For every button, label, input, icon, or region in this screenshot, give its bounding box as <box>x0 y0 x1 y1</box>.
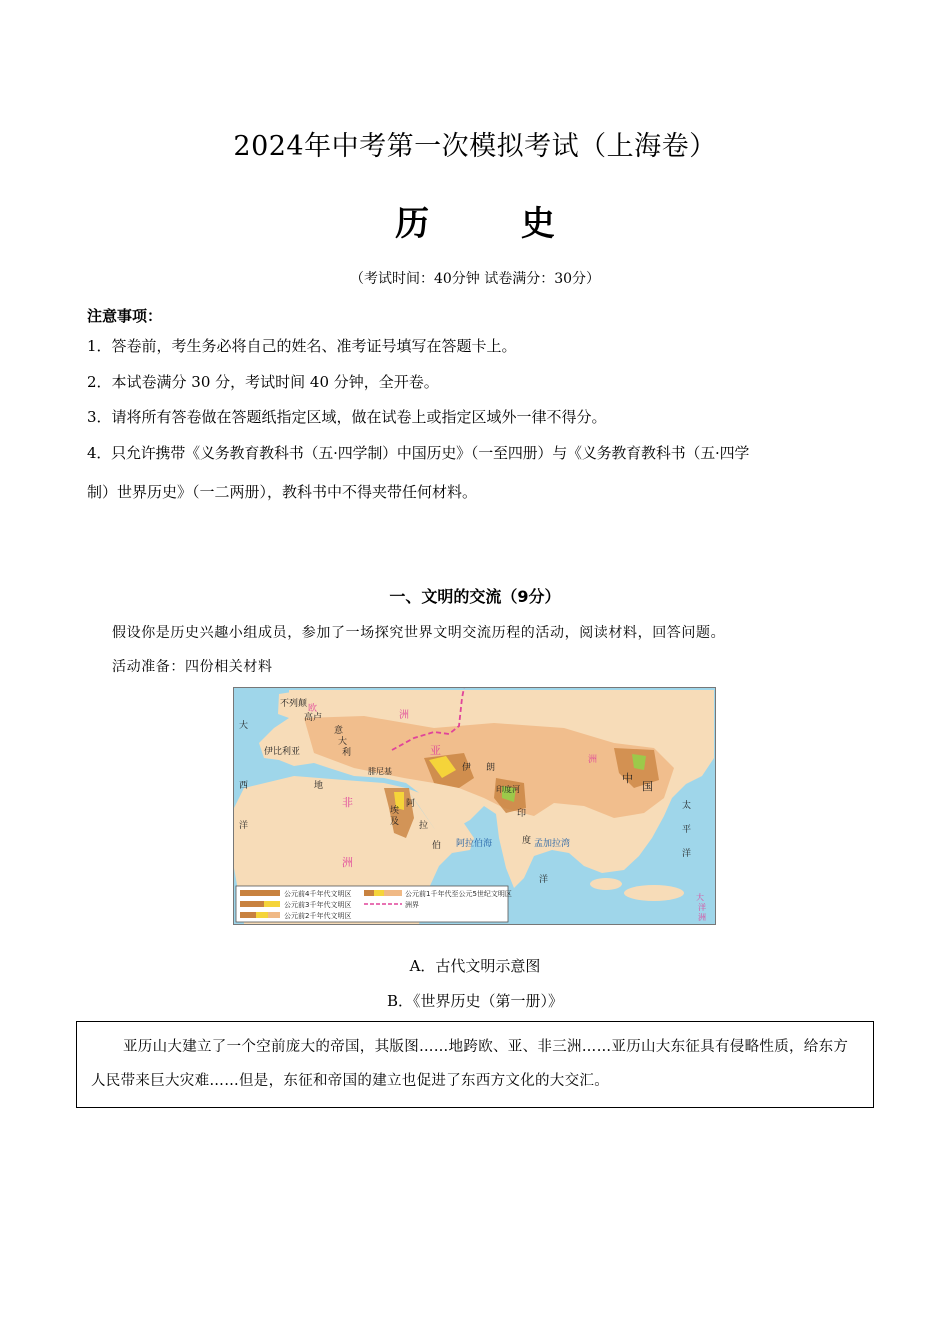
notice-item: 2．本试卷满分 30 分，考试时间 40 分钟，全开卷。 <box>87 373 439 391</box>
source-caption: B．《世界历史（第一册）》 <box>386 992 564 1010</box>
label-arabia: 伯 <box>432 841 442 851</box>
label-pacific: 平 <box>682 825 692 835</box>
label-britain: 不列颠 <box>280 699 308 709</box>
label-zhou: 洲 <box>399 710 409 721</box>
label-pacific: 洋 <box>682 849 692 859</box>
label-phoenicia: 腓尼基 <box>368 767 392 776</box>
legend-label: 公元前2千年代文明区 <box>284 912 352 920</box>
legend-swatch <box>240 901 264 907</box>
label-egypt: 埃 <box>390 806 400 816</box>
label-atlantic: 洋 <box>239 821 249 831</box>
notice-item: 4．只允许携带《义务教育教科书（五·四学制）中国历史》（一至四册）与《义务教育教科书（五·四学 <box>87 444 750 462</box>
label-pacific: 太 <box>682 801 692 811</box>
legend-label: 公元前3千年代文明区 <box>284 901 352 909</box>
label-arabia: 拉 <box>419 821 429 831</box>
quote-text: 亚历山大建立了一个空前庞大的帝国，其版图……地跨欧、亚、非三洲……亚历山大东征具有侵略性质，给东方人民带来巨大灾难……但是，东征和帝国的建立也促进了东西方文化的大交汇。 <box>91 1039 849 1089</box>
quote-box <box>76 1021 874 1108</box>
legend-swatch <box>384 890 402 896</box>
label-africa: 洲 <box>342 856 353 869</box>
subject-title: 历 史 <box>395 204 595 244</box>
activity-prep: 活动准备：四份相关材料 <box>112 659 273 675</box>
label-italy: 利 <box>342 748 352 758</box>
map-caption: A．古代文明示意图 <box>409 957 541 975</box>
islands <box>590 878 622 890</box>
label-iran: 伊 <box>462 763 472 773</box>
label-indus: 印度河 <box>496 785 520 794</box>
exam-info: （考试时间：40分钟 试卷满分：30分） <box>349 271 601 287</box>
label-arabian-sea: 阿拉伯海 <box>456 839 493 849</box>
legend-swatch <box>264 901 280 907</box>
label-gaul: 高卢 <box>304 713 323 723</box>
exam-title: 2024年中考第一次模拟考试（上海卷） <box>233 131 717 162</box>
label-indian-ocean: 洋 <box>539 875 549 885</box>
notice-heading: 注意事项： <box>87 307 163 325</box>
section-title: 一、文明的交流（9分） <box>389 587 561 606</box>
label-india: 度 <box>522 836 532 846</box>
label-asia-east: 洲 <box>588 755 598 765</box>
legend-swatch <box>374 890 384 896</box>
label-china: 中 <box>622 772 633 785</box>
notice-item: 3．请将所有答卷做在答题纸指定区域，做在试卷上或指定区域外一律不得分。 <box>87 408 607 426</box>
map-svg <box>234 688 715 924</box>
legend-swatch <box>268 912 280 918</box>
label-oceania: 大 <box>696 893 704 902</box>
legend-swatch <box>256 912 268 918</box>
label-arabia: 阿 <box>406 799 416 809</box>
map-legend <box>236 886 512 922</box>
label-egypt: 及 <box>390 817 400 827</box>
label-bengal: 孟加拉湾 <box>534 839 571 849</box>
label-oceania: 洋 <box>698 903 706 912</box>
section-intro: 假设你是历史兴趣小组成员，参加了一场探究世界文明交流历程的活动，阅读材料，回答问题。 <box>112 625 726 641</box>
label-oceania: 洲 <box>698 913 706 922</box>
label-asia: 亚 <box>430 744 441 757</box>
label-atlantic: 西 <box>239 781 249 791</box>
label-africa: 非 <box>342 796 353 809</box>
legend-label: 公元前1千年代至公元5世纪文明区 <box>405 890 512 898</box>
label-iran: 朗 <box>486 763 496 773</box>
label-india: 印 <box>517 809 527 819</box>
core-green <box>632 754 646 770</box>
ancient-civilization-map <box>233 687 716 925</box>
islands <box>624 885 684 901</box>
label-iberia: 伊比利亚 <box>264 747 301 757</box>
notice-item: 制）世界历史》（一二两册），教科书中不得夹带任何材料。 <box>87 483 478 501</box>
legend-swatch <box>240 912 256 918</box>
label-atlantic: 大 <box>239 721 249 731</box>
legend-label: 洲界 <box>405 901 419 909</box>
label-china: 国 <box>642 780 653 793</box>
label-mediterranean: 地 <box>314 781 324 791</box>
legend-swatch <box>240 890 280 896</box>
label-europe: 欧 <box>308 704 318 714</box>
notice-item: 1．答卷前，考生务必将自己的姓名、准考证号填写在答题卡上。 <box>87 337 517 355</box>
label-italy: 大 <box>338 737 348 747</box>
label-italy: 意 <box>334 726 344 736</box>
legend-swatch <box>364 890 374 896</box>
legend-label: 公元前4千年代文明区 <box>284 890 352 898</box>
